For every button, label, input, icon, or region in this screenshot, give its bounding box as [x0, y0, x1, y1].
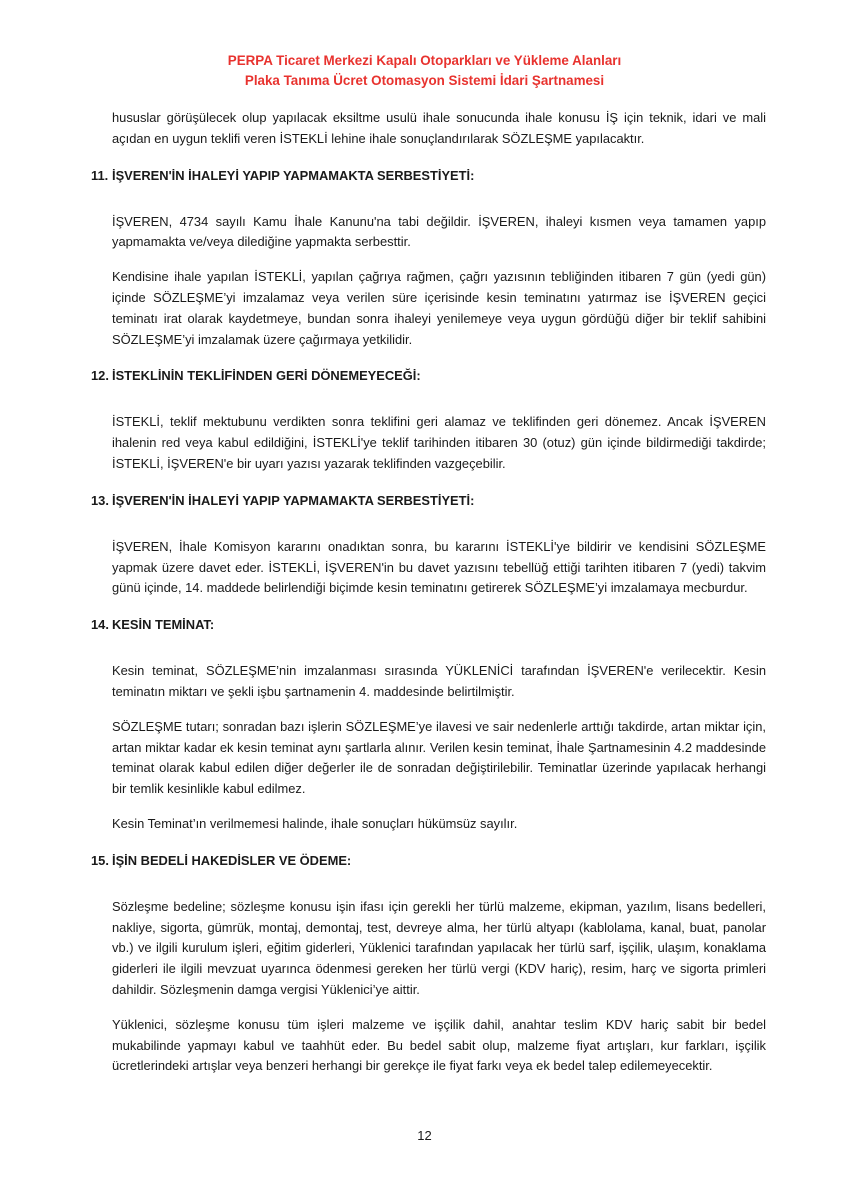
section-11-paragraph-1: İŞVEREN, 4734 sayılı Kamu İhale Kanunu'na tabi değildir. İŞVEREN, ihaleyi kısmen veya tamamen yapıp yapmamakta ve/veya dilediğine yapmakta serbesttir.: [112, 213, 766, 250]
section-12-heading: [91, 366, 766, 386]
document-body: [91, 108, 766, 1091]
section-title: KESİN TEMİNAT:: [112, 617, 215, 633]
section-11-paragraph-2: Kendisine ihale yapılan İSTEKLİ, yapılan çağrıya rağmen, çağrı yazısının tebliğinden itibaren 7 gün (yedi gün) içinde SÖZLEŞME’yi imzalamaz veya verilen süre içerisinde kesin teminatını yatırmaz ise İŞVEREN geçici teminatı irat olarak kaydetmeye, bundan sonra ihaleyi yenilemeye veya uygun gördüğü diğer bir teklif sahibini SÖZLEŞME’yi imzalamak üzere çağırmaya yetkilidir.: [112, 269, 766, 347]
intro-paragraph: hususlar görüşülecek olup yapılacak eksiltme usulü ihale sonucunda ihale konusu İŞ için teknik, idari ve mali açıdan en uygun teklifi veren İSTEKLİ lehine ihale sonuçlandırılarak SÖZLEŞME yapılacaktır.: [112, 110, 766, 146]
section-title: İŞVEREN'İN İHALEYİ YAPIP YAPMAMAKTA SERBESTİYETİ:: [112, 167, 475, 183]
section-13-paragraph-1: İŞVEREN, İhale Komisyon kararını onadıktan sonra, bu kararını İSTEKLİ'ye bildirir ve kendisini SÖZLEŞME yapmak üzere davet eder. İSTEKLİ, İŞVEREN'in bu davet yazısını tebellüğ ettiği tarihten itibaren 7 (yedi) takvim günü içinde, 14. maddede belirlendiği biçimde kesin teminatını getirerek SÖZLEŞME’yi imzalamaya mecburdur.: [112, 538, 766, 596]
section-15-paragraph-2: Yüklenici, sözleşme konusu tüm işleri malzeme ve işçilik dahil, anahtar teslim KDV hariç sabit bir bedel mukabilinde yapmayı kabul ve taahhüt eder. Bu bedel sabit olup, malzeme fiyat artışları, kur farkları, işçilik ücretlerindeki artışlar veya benzeri herhangi bir gerekçe ile fiyat farkı veya ek bedel talep edilemeyecektir.: [112, 1016, 766, 1074]
section-14-heading: [91, 615, 766, 635]
section-title: İSTEKLİNİN TEKLİFİNDEN GERİ DÖNEMEYECEĞİ:: [112, 368, 421, 384]
section-number: 15.: [91, 852, 109, 868]
document-header: [0, 51, 849, 91]
section-number: 13.: [91, 492, 109, 508]
section-14-paragraph-3: Kesin Teminat’ın verilmemesi halinde, ihale sonuçları hükümsüz sayılır.: [112, 815, 518, 831]
section-12-paragraph-1: İSTEKLİ, teklif mektubunu verdikten sonra teklifini geri alamaz ve teklifinden geri dönemez. Ancak İŞVEREN ihalenin red veya kabul edildiğini, İSTEKLİ'ye teklif tarihinden itibaren 30 (otuz) gün içinde bildirmediği takdirde; İSTEKLİ, İŞVEREN'e bir uyarı yazısı yazarak teklifinden vazgeçebilir.: [112, 414, 766, 471]
section-title: İŞVEREN'İN İHALEYİ YAPIP YAPMAMAKTA SERBESTİYETİ:: [112, 492, 475, 508]
section-13-heading: [91, 491, 766, 511]
section-11-heading: [91, 166, 766, 186]
section-number: 14.: [91, 617, 109, 633]
page-number: 12: [417, 1128, 432, 1143]
section-title: İŞİN BEDELİ HAKEDİSLER VE ÖDEME:: [112, 852, 352, 868]
section-number: 11.: [91, 167, 109, 183]
header-title-line2: Plaka Tanıma Ücret Otomasyon Sistemi İdari Şartnamesi: [244, 73, 605, 88]
section-15-paragraph-1: Sözleşme bedeline; sözleşme konusu işin ifası için gerekli her türlü malzeme, ekipman, yazılım, lisans bedelleri, nakliye, sigorta, gümrük, montaj, demontaj, test, devreye alma, her türlü altyapı (kablolama, kanal, buat, panolar vb.) ve ilgili kurulum işleri, eğitim giderleri, Yüklenici tarafından yapılacak her türlü sarf, işçilik, ulaşım, konaklama giderleri ile ilgili mevzuat uyarınca ödenmesi gereken her türlü vergi (KDV hariç), resim, harç ve sigorta primleri dahildir. Sözleşmenin damga vergisi Yüklenici’ye aittir.: [112, 898, 766, 997]
header-title-line1: PERPA Ticaret Merkezi Kapalı Otoparkları ve Yükleme Alanları: [227, 53, 622, 68]
section-14-paragraph-2: SÖZLEŞME tutarı; sonradan bazı işlerin SÖZLEŞME’ye ilavesi ve sair nedenlerle arttığı takdirde, artan miktar için, artan miktar kadar ek kesin teminat aynı şartlarla alınır. Verilen kesin teminat, İhale Şartnamesinin 4.2 maddesinde teminat olarak kabul edilen diğer değerler ile de sonradan değiştirilebilir. Teminatlar üzerinde yapılacak herhangi bir temlik kesinlikle kabul edilmez.: [112, 718, 766, 797]
section-14-paragraph-1: Kesin teminat, SÖZLEŞME’nin imzalanması sırasında YÜKLENİCİ tarafından İŞVEREN'e verilecektir. Kesin teminatın miktarı ve şekli işbu şartnamenin 4. maddesinde belirtilmiştir.: [112, 663, 766, 699]
section-number: 12.: [91, 368, 109, 384]
section-15-heading: [91, 851, 766, 871]
